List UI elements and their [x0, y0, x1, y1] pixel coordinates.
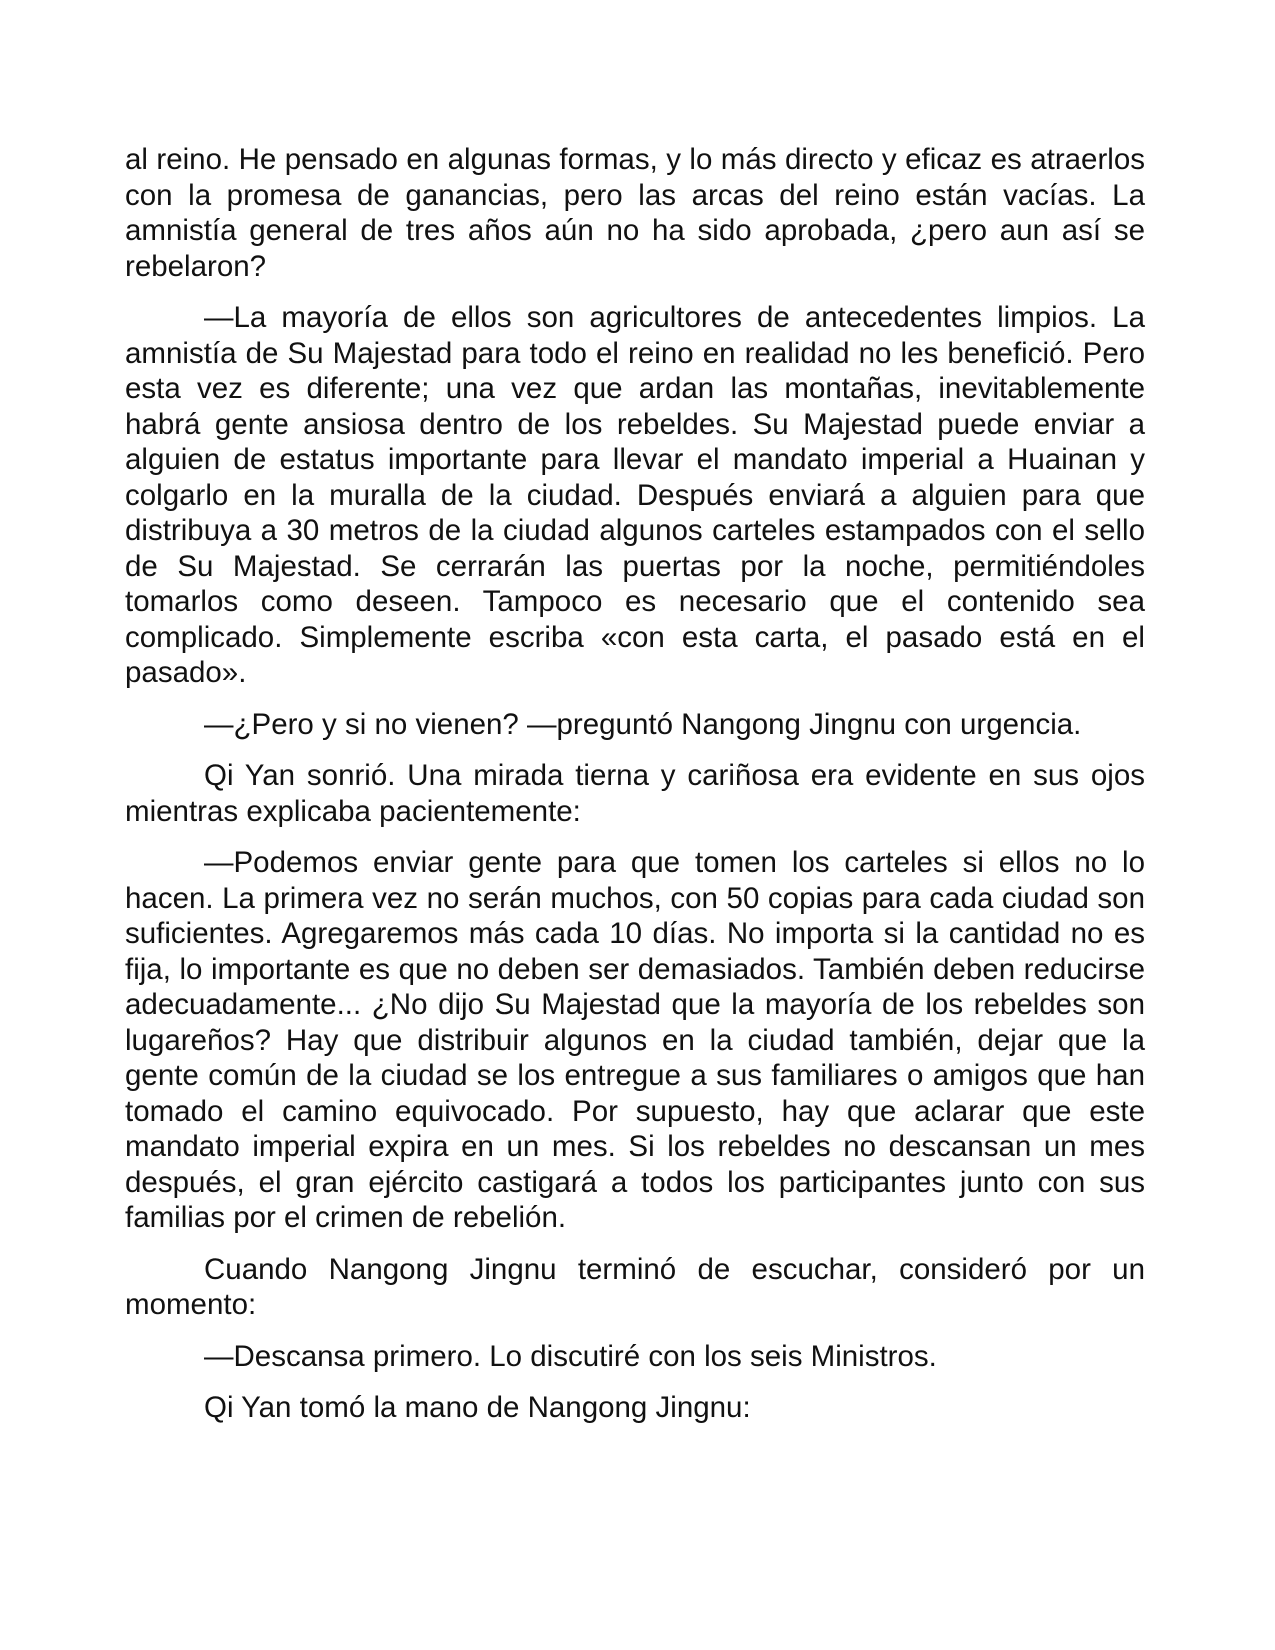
document-page	[125, 142, 1145, 1442]
paragraph-3: —¿Pero y si no vienen? —preguntó Nangong Jingnu con urgencia.	[204, 707, 1082, 741]
paragraph-5: —Podemos enviar gente para que tomen los carteles si ellos no lo hacen. La primera vez no serán muchos, con 50 copias para cada ciudad son suficientes. Agregaremos más cada 10 días. No importa si la cantidad no es fija, lo importante es que no deben ser demasiados. También deben reducirse adecuadamente... ¿No dijo Su Majestad que la mayoría de los rebeldes son lugareños? Hay que distribuir algunos en la ciudad también, dejar que la gente común de la ciudad se los entregue a sus familiares o amigos que han tomado el camino equivocado. Por supuesto, hay que aclarar que este mandato imperial expira en un mes. Si los rebeldes no descansan un mes después, el gran ejército castigará a todos los participantes junto con sus familias por el crimen de rebelión.	[125, 846, 1145, 1234]
paragraph-4: Qi Yan sonrió. Una mirada tierna y cariñosa era evidente en sus ojos mientras explicaba pacientemente:	[125, 759, 1145, 828]
paragraph-8: Qi Yan tomó la mano de Nangong Jingnu:	[204, 1391, 751, 1424]
paragraph-6: Cuando Nangong Jingnu terminó de escuchar, consideró por un momento:	[125, 1252, 1145, 1321]
paragraph-1: al reino. He pensado en algunas formas, y lo más directo y eficaz es atraerlos con la promesa de ganancias, pero las arcas del reino están vacías. La amnistía general de tres años aún no ha sido aprobada, ¿pero aun así se rebelaron?	[125, 143, 1145, 283]
paragraph-2: —La mayoría de ellos son agricultores de antecedentes limpios. La amnistía de Su Majestad para todo el reino en realidad no les benefició. Pero esta vez es diferente; una vez que ardan las montañas, inevitablemente habrá gente ansiosa dentro de los rebeldes. Su Majestad puede enviar a alguien de estatus importante para llevar el mandato imperial a Huainan y colgarlo en la muralla de la ciudad. Después enviará a alguien para que distribuya a 30 metros de la ciudad algunos carteles estampados con el sello de Su Majestad. Se cerrarán las puertas por la noche, permitiéndoles tomarlos como deseen. Tampoco es necesario que el contenido sea complicado. Simplemente escriba «con esta carta, el pasado está en el pasado».	[125, 301, 1145, 689]
paragraph-7: —Descansa primero. Lo discutiré con los seis Ministros.	[204, 1339, 937, 1373]
